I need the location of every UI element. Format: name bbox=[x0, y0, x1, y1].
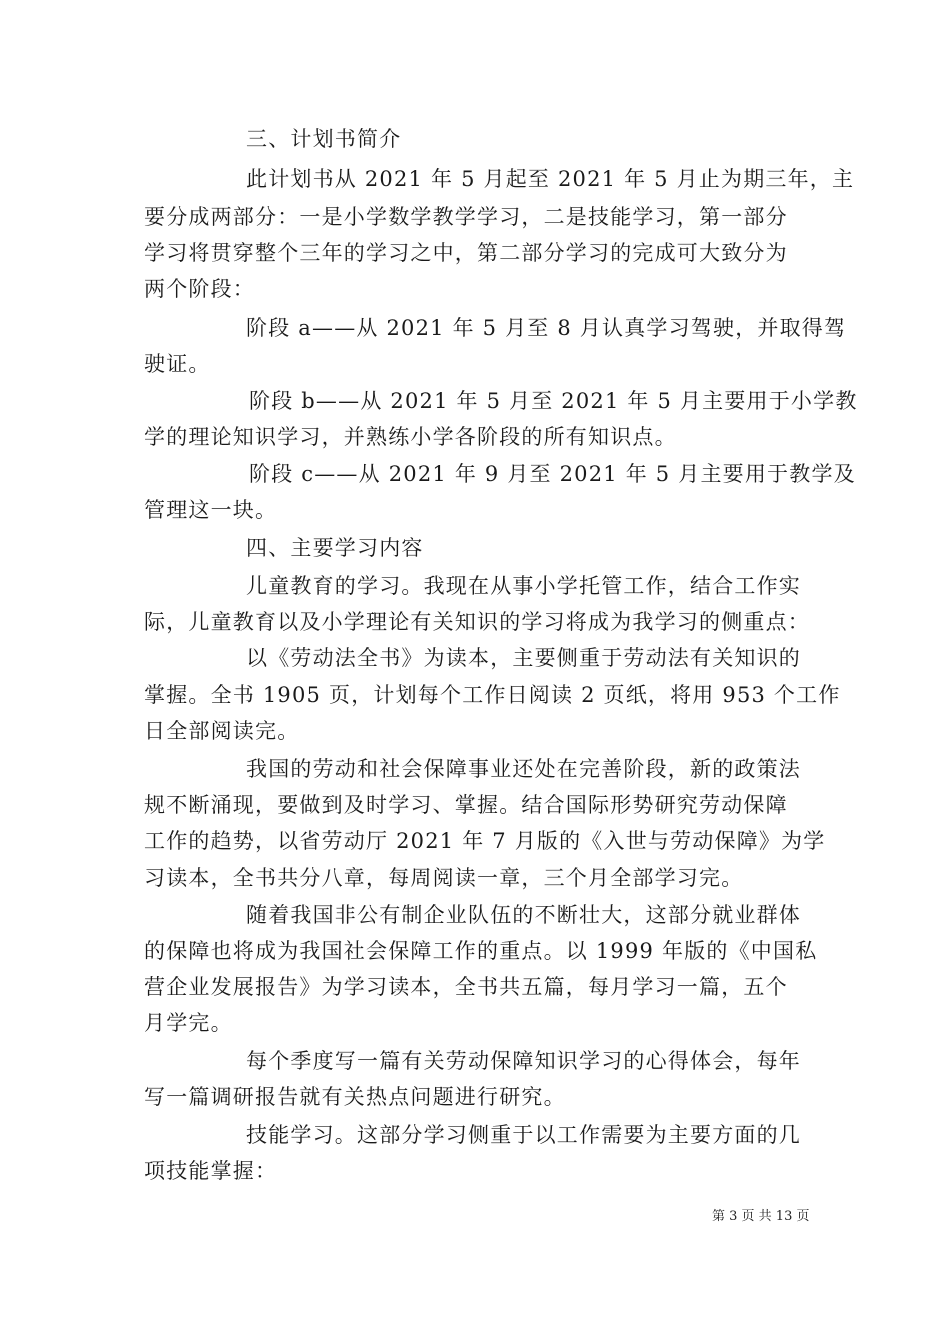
paragraph-line: 随着我国非公有制企业队伍的不断壮大，这部分就业群体 bbox=[246, 903, 801, 927]
paragraph-line: 写一篇调研报告就有关热点问题进行研究。 bbox=[144, 1085, 566, 1109]
paragraph-line: 我国的劳动和社会保障事业还处在完善阶段，新的政策法 bbox=[246, 757, 801, 781]
paragraph-line: 以《劳动法全书》为读本，主要侧重于劳动法有关知识的 bbox=[246, 646, 801, 670]
paragraph-line: 项技能掌握： bbox=[144, 1159, 278, 1183]
paragraph-line: 工作的趋势，以省劳动厅 2021 年 7 月版的《入世与劳动保障》为学 bbox=[144, 829, 826, 853]
paragraph-line: 际，儿童教育以及小学理论有关知识的学习将成为我学习的侧重点： bbox=[144, 610, 810, 634]
paragraph-line: 阶段 a——从 2021 年 5 月至 8 月认真学习驾驶，并取得驾 bbox=[246, 316, 847, 340]
paragraph-line: 驶证。 bbox=[144, 352, 211, 376]
paragraph-line: 日全部阅读完。 bbox=[144, 719, 300, 743]
paragraph-line: 学习将贯穿整个三年的学习之中，第二部分学习的完成可大致分为 bbox=[144, 241, 788, 265]
section-heading-plan-intro: 三、计划书简介 bbox=[246, 127, 402, 151]
paragraph-line: 技能学习。这部分学习侧重于以工作需要为主要方面的几 bbox=[246, 1123, 801, 1147]
paragraph-line: 管理这一块。 bbox=[144, 498, 278, 522]
paragraph-line: 两个阶段： bbox=[144, 277, 255, 301]
paragraph-line: 此计划书从 2021 年 5 月起至 2021 年 5 月止为期三年，主 bbox=[246, 167, 855, 191]
paragraph-line: 规不断涌现，要做到及时学习、掌握。结合国际形势研究劳动保障 bbox=[144, 793, 788, 817]
paragraph-line: 习读本，全书共分八章，每周阅读一章，三个月全部学习完。 bbox=[144, 866, 744, 890]
paragraph-line: 阶段 c——从 2021 年 9 月至 2021 年 5 月主要用于教学及 bbox=[249, 462, 856, 486]
paragraph-line: 营企业发展报告》为学习读本，全书共五篇，每月学习一篇，五个 bbox=[144, 975, 788, 999]
paragraph-line: 每个季度写一篇有关劳动保障知识学习的心得体会，每年 bbox=[246, 1049, 801, 1073]
paragraph-line: 儿童教育的学习。我现在从事小学托管工作，结合工作实 bbox=[246, 574, 801, 598]
page-number-footer: 第 3 页 共 13 页 bbox=[712, 1209, 810, 1224]
section-heading-study-content: 四、主要学习内容 bbox=[246, 536, 424, 560]
paragraph-line: 学的理论知识学习，并熟练小学各阶段的所有知识点。 bbox=[144, 425, 677, 449]
paragraph-line: 月学完。 bbox=[144, 1011, 233, 1035]
paragraph-line: 掌握。全书 1905 页，计划每个工作日阅读 2 页纸，将用 953 个工作 bbox=[144, 683, 841, 707]
paragraph-line: 阶段 b——从 2021 年 5 月至 2021 年 5 月主要用于小学教 bbox=[249, 389, 858, 413]
paragraph-line: 要分成两部分：一是小学数学教学学习，二是技能学习，第一部分 bbox=[144, 205, 788, 229]
paragraph-line: 的保障也将成为我国社会保障工作的重点。以 1999 年版的《中国私 bbox=[144, 939, 818, 963]
